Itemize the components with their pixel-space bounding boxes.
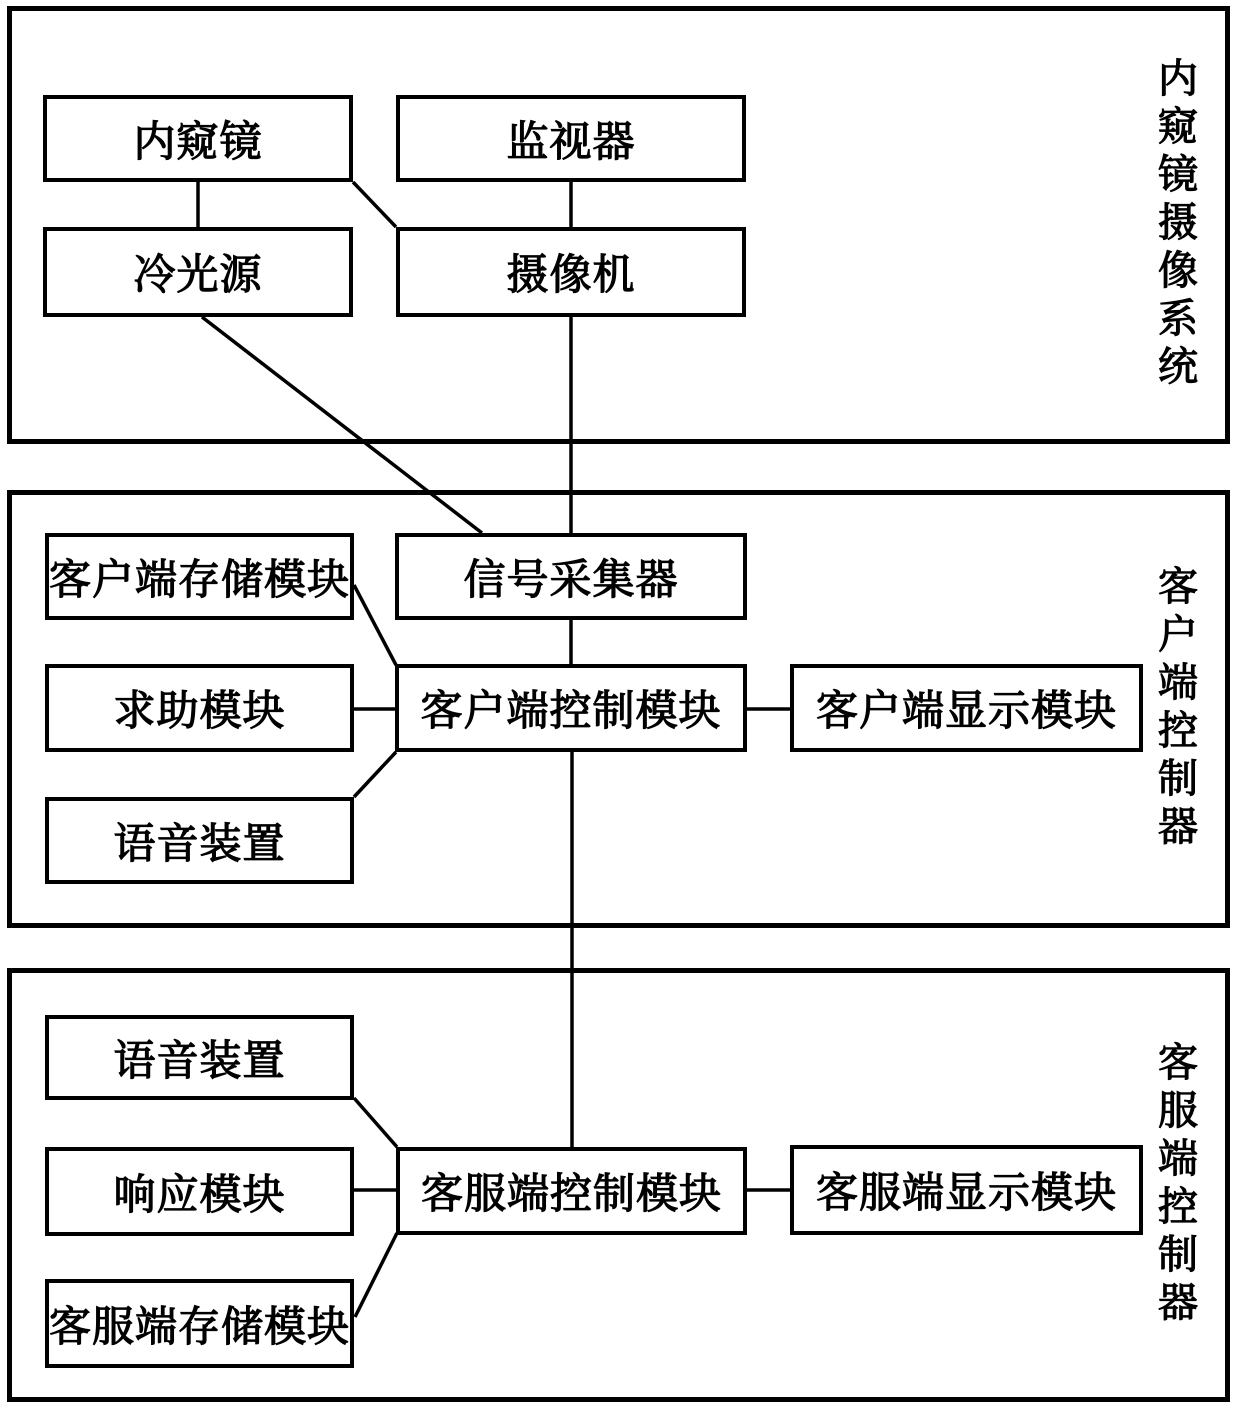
line-voiceservice-servicecontrol-diagonal — [354, 1098, 397, 1147]
label-service-controller: 客服端控制器 — [1151, 1041, 1198, 1329]
box-endoscope: 内窥镜 — [43, 95, 353, 182]
box-service-storage-module: 客服端存储模块 — [45, 1279, 354, 1368]
box-client-control-module: 客户端控制模块 — [395, 664, 747, 752]
line-servicestorage-servicecontrol-diagonal — [355, 1233, 397, 1317]
box-monitor: 监视器 — [396, 95, 746, 182]
label-endoscope-camera-system: 内窥镜摄像系统 — [1151, 57, 1198, 393]
box-service-control-module: 客服端控制模块 — [396, 1147, 747, 1235]
box-cold-light-source: 冷光源 — [43, 227, 353, 317]
box-client-storage-module: 客户端存储模块 — [45, 533, 354, 620]
box-signal-collector: 信号采集器 — [395, 533, 747, 620]
line-voiceclient-clientcontrol-diagonal — [354, 752, 396, 797]
line-endoscope-camera-diagonal — [353, 182, 396, 227]
box-voice-device-client: 语音装置 — [45, 797, 354, 884]
box-voice-device-service: 语音装置 — [45, 1015, 354, 1100]
box-service-display-module: 客服端显示模块 — [790, 1145, 1143, 1235]
line-coldlight-signalcollector-diagonal — [202, 317, 482, 533]
box-camera: 摄像机 — [396, 227, 746, 317]
box-response-module: 响应模块 — [45, 1147, 354, 1236]
line-clientstorage-clientcontrol-diagonal — [354, 585, 396, 665]
box-client-display-module: 客户端显示模块 — [790, 664, 1143, 752]
label-client-controller: 客户端控制器 — [1151, 565, 1198, 853]
box-help-module: 求助模块 — [45, 664, 354, 752]
